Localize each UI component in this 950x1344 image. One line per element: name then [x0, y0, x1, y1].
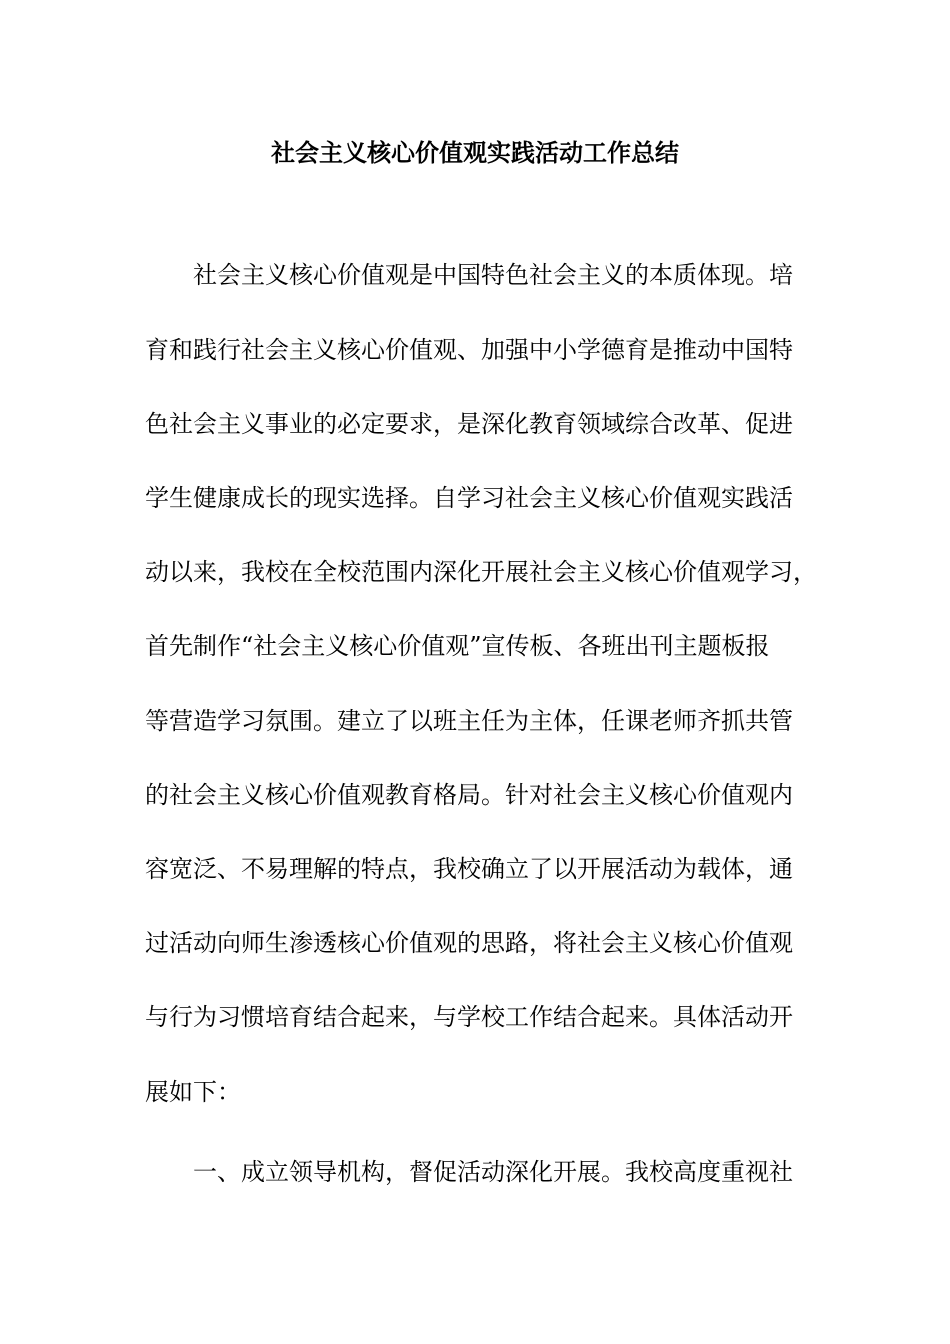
paragraph-line: 动以来，我校在全校范围内深化开展社会主义核心价值观学习，: [145, 558, 817, 586]
paragraph-line: 色社会主义事业的必定要求，是深化教育领域综合改革、促进: [145, 410, 793, 438]
paragraph-line: 与行为习惯培育结合起来，与学校工作结合起来。具体活动开: [145, 1003, 793, 1031]
paragraph-line: 的社会主义核心价值观教育格局。针对社会主义核心价值观内: [145, 781, 793, 809]
paragraph-line: 社会主义核心价值观是中国特色社会主义的本质体现。培: [193, 261, 793, 289]
paragraph-line: 首先制作“社会主义核心价值观”宣传板、各班出刊主题板报: [145, 632, 770, 660]
paragraph-line: 育和践行社会主义核心价值观、加强中小学德育是推动中国特: [145, 336, 793, 364]
paragraph-line: 过活动向师生渗透核心价值观的思路，将社会主义核心价值观: [145, 929, 793, 957]
paragraph-line: 学生健康成长的现实选择。自学习社会主义核心价值观实践活: [145, 484, 793, 512]
document-title: 社会主义核心价值观实践活动工作总结: [271, 138, 679, 167]
paragraph-line: 容宽泛、不易理解的特点，我校确立了以开展活动为载体，通: [145, 855, 793, 883]
paragraph-line: 等营造学习氛围。建立了以班主任为主体，任课老师齐抓共管: [145, 707, 793, 735]
paragraph-line: 展如下：: [145, 1078, 241, 1106]
paragraph-line: 一、成立领导机构，督促活动深化开展。我校高度重视社: [193, 1158, 793, 1186]
